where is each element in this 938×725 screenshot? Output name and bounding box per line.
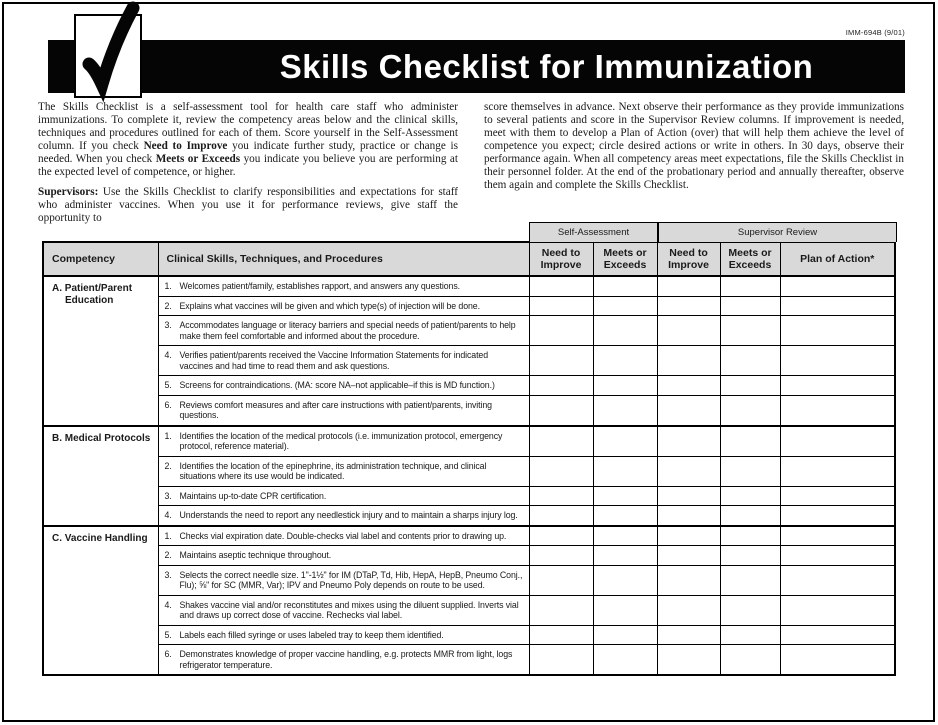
plan-of-action-cell[interactable]: [780, 526, 895, 546]
table-row: [43, 565, 895, 595]
item-number: 4.: [164, 350, 172, 360]
self-need-cell[interactable]: [529, 595, 593, 625]
self-meets-cell[interactable]: [593, 296, 657, 316]
sup-need-cell[interactable]: [657, 486, 720, 506]
table-row: [43, 296, 895, 316]
col-header-self-need: Need to Improve: [529, 242, 593, 276]
item-number: 1.: [164, 430, 172, 441]
sup-need-cell[interactable]: [657, 565, 720, 595]
plan-of-action-cell[interactable]: [780, 645, 895, 676]
table-row: [43, 546, 895, 566]
plan-of-action-cell[interactable]: [780, 625, 895, 645]
sup-need-cell[interactable]: [657, 595, 720, 625]
self-meets-cell[interactable]: [593, 546, 657, 566]
col-header-sup-need: Need to Improve: [657, 242, 720, 276]
intro-text-run: you indicate further study, practice or change is needed. When you check: [38, 140, 458, 165]
self-need-cell[interactable]: [529, 486, 593, 506]
sup-meets-cell[interactable]: [720, 645, 780, 676]
plan-of-action-cell[interactable]: [780, 316, 895, 346]
table-row: [43, 526, 895, 546]
item-b3: [165, 491, 525, 502]
item-text: Accommodates language or literacy barriers and special needs of patient/parents to help make them feel comfortable and informed about the procedure.: [179, 320, 516, 341]
item-number: 2.: [164, 550, 172, 560]
self-meets-cell[interactable]: [593, 526, 657, 546]
intro-text: [38, 101, 904, 225]
plan-of-action-cell[interactable]: [780, 565, 895, 595]
self-meets-cell[interactable]: [593, 395, 657, 426]
self-meets-cell[interactable]: [593, 426, 657, 457]
sup-meets-cell[interactable]: [720, 546, 780, 566]
item-text: Reviews comfort measures and after care instructions with patient/parents, inviting questions.: [179, 399, 492, 420]
item-text: Selects the correct needle size. 1"-1½" for IM (DTaP, Td, Hib, HepA, HepB, Pneumo Conj., Flu); ⅝" for SC (MMR, Var); IPV and Pneumo Poly depends on route to be used.: [179, 569, 523, 590]
skills-table: [42, 241, 896, 676]
item-number: 5.: [164, 380, 172, 390]
table-row: [43, 395, 895, 426]
table-row: [43, 346, 895, 376]
item-a5: [165, 380, 525, 391]
self-need-cell[interactable]: [529, 376, 593, 396]
self-need-cell[interactable]: [529, 625, 593, 645]
intro-text-run: The Skills Checklist is a self-assessment tool for health care staff who administer immunizations. To complete it, review the competency areas below and the clinical skills, techniques and procedures outlined for each of them. Score yourself in the Self-Assessment column. If you check: [38, 101, 458, 152]
need-to-improve-term: Need to Improve: [143, 140, 228, 152]
table-row: [43, 625, 895, 645]
item-number: 2.: [164, 300, 172, 311]
table-row: [43, 316, 895, 346]
sup-meets-cell[interactable]: [720, 395, 780, 426]
item-number: 4.: [164, 510, 172, 520]
supervisors-paragraph: [38, 186, 458, 225]
item-number: 3.: [164, 490, 172, 501]
item-text: Shakes vaccine vial and/or reconstitutes and mixes using the diluent supplied. Inverts vial and draws up correct dose of vaccine. Rechecks vial label.: [179, 599, 519, 620]
item-a4: [165, 350, 525, 371]
plan-of-action-cell[interactable]: [780, 546, 895, 566]
item-c6: [165, 649, 525, 670]
sup-meets-cell[interactable]: [720, 376, 780, 396]
self-need-cell[interactable]: [529, 276, 593, 296]
self-meets-cell[interactable]: [593, 595, 657, 625]
item-text: Explains what vaccines will be given and which type(s) of injection will be done.: [179, 300, 480, 311]
item-number: 6.: [164, 649, 172, 659]
sup-need-cell[interactable]: [657, 395, 720, 426]
item-c5: [165, 630, 525, 641]
intro-left-column: [38, 101, 458, 225]
intro-paragraph-3: score themselves in advance. Next observe their performance as they provide immunizations to several patients and score in the Supervisor Review columns. If improvement is needed, meet with them to develop a Plan of Action (over) that will help them achieve the level of competence you expect; circle desired actions or write in others. In 30 days, observe their performance again. When all competency areas meet expectations, file the Skills Checklist in their personnel folder. At the end of the probationary period and annually thereafter, observe them again and complete the Skills Checklist.: [484, 101, 904, 191]
page-title: Skills Checklist for Immunization: [279, 47, 814, 85]
table-row: [43, 506, 895, 526]
header-banner: [48, 40, 905, 93]
sup-need-cell[interactable]: [657, 456, 720, 486]
item-a1: [165, 281, 525, 292]
sup-meets-cell[interactable]: [720, 595, 780, 625]
self-need-cell[interactable]: [529, 296, 593, 316]
self-meets-cell[interactable]: [593, 565, 657, 595]
sup-need-cell[interactable]: [657, 376, 720, 396]
supervisors-label: Supervisors:: [38, 186, 99, 198]
self-need-cell[interactable]: [529, 346, 593, 376]
plan-of-action-cell[interactable]: [780, 456, 895, 486]
table-row: [43, 276, 895, 296]
self-need-cell[interactable]: [529, 546, 593, 566]
item-text: Demonstrates knowledge of proper vaccine handling, e.g. protects MMR from light, logs refrigerator temperature.: [179, 649, 513, 670]
intro-text-run: Use the Skills Checklist to clarify responsibilities and expectations for staff who administer vaccines. When you use it for performance reviews, give staff the opportunity to: [38, 186, 458, 224]
sup-need-cell[interactable]: [657, 426, 720, 457]
item-text: Understands the need to report any needlestick injury and to maintain a sharps injury log.: [179, 510, 518, 520]
intro-text-run: you indicate you believe you are performing at the expected level of competence, or higher.: [38, 153, 458, 178]
self-need-cell[interactable]: [529, 395, 593, 426]
self-need-cell[interactable]: [529, 645, 593, 676]
self-meets-cell[interactable]: [593, 276, 657, 296]
plan-of-action-cell[interactable]: [780, 395, 895, 426]
table-row: [43, 645, 895, 676]
item-number: 6.: [164, 399, 172, 410]
sup-meets-cell[interactable]: [720, 565, 780, 595]
item-text: Identifies the location of the epinephrine, its administration technique, and clinical situations where its use would be indicated.: [179, 460, 487, 481]
table-group-header-row: [529, 222, 897, 242]
intro-paragraph-1: [38, 101, 458, 179]
item-text: Identifies the location of the medical protocols (i.e. immunization protocol, emergency protocol, reference material).: [179, 430, 503, 451]
plan-of-action-cell[interactable]: [780, 595, 895, 625]
item-text: Labels each filled syringe or uses labeled tray to keep them identified.: [179, 629, 444, 640]
group-supervisor-review: Supervisor Review: [658, 222, 897, 242]
plan-of-action-cell[interactable]: [780, 426, 895, 457]
sup-need-cell[interactable]: [657, 296, 720, 316]
sup-meets-cell[interactable]: [720, 526, 780, 546]
sup-meets-cell[interactable]: [720, 456, 780, 486]
self-meets-cell[interactable]: [593, 506, 657, 526]
sup-need-cell[interactable]: [657, 625, 720, 645]
form-code: IMM-694B (9/01): [845, 28, 905, 37]
group-self-assessment: Self-Assessment: [529, 222, 658, 242]
self-need-cell[interactable]: [529, 565, 593, 595]
self-meets-cell[interactable]: [593, 346, 657, 376]
self-meets-cell[interactable]: [593, 456, 657, 486]
table-row: [43, 486, 895, 506]
item-c4: [165, 600, 525, 621]
intro-right-column: [484, 101, 904, 225]
sup-meets-cell[interactable]: [720, 296, 780, 316]
checkmark-icon: [76, 16, 140, 96]
table-row: [43, 456, 895, 486]
col-header-plan: Plan of Action*: [780, 242, 895, 276]
item-c3: [165, 570, 525, 591]
table-row: [43, 426, 895, 457]
self-need-cell[interactable]: [529, 506, 593, 526]
item-number: 4.: [164, 599, 172, 610]
sup-meets-cell[interactable]: [720, 276, 780, 296]
col-header-competency: Competency: [43, 242, 158, 276]
item-c1: [165, 531, 525, 542]
item-a2: [165, 301, 525, 312]
self-meets-cell[interactable]: [593, 645, 657, 676]
sup-need-cell[interactable]: [657, 645, 720, 676]
meets-or-exceeds-term: Meets or Exceeds: [155, 153, 241, 165]
sup-need-cell[interactable]: [657, 346, 720, 376]
checkbox-logo: [74, 14, 142, 98]
section-label-a: A. Patient/Parent Education: [43, 276, 158, 426]
col-header-self-meets: Meets or Exceeds: [593, 242, 657, 276]
plan-of-action-cell[interactable]: [780, 486, 895, 506]
item-number: 1.: [164, 530, 172, 541]
sup-need-cell[interactable]: [657, 506, 720, 526]
item-text: Maintains up-to-date CPR certification.: [179, 490, 327, 501]
plan-of-action-cell[interactable]: [780, 276, 895, 296]
item-number: 2.: [164, 460, 172, 471]
sup-need-cell[interactable]: [657, 276, 720, 296]
item-b2: [165, 461, 525, 482]
sup-meets-cell[interactable]: [720, 506, 780, 526]
sup-need-cell[interactable]: [657, 526, 720, 546]
section-label-b: B. Medical Protocols: [43, 426, 158, 526]
plan-of-action-cell[interactable]: [780, 296, 895, 316]
section-label-c: C. Vaccine Handling: [43, 526, 158, 676]
item-text: Welcomes patient/family, establishes rapport, and answers any questions.: [179, 281, 460, 291]
item-text: Checks vial expiration date. Double-checks vial label and contents prior to drawing up.: [179, 530, 507, 541]
item-text: Screens for contraindications. (MA: score NA–not applicable–if this is MD function.): [179, 380, 495, 390]
item-b1: [165, 431, 525, 452]
self-meets-cell[interactable]: [593, 316, 657, 346]
item-c2: [165, 550, 525, 561]
self-meets-cell[interactable]: [593, 486, 657, 506]
sup-meets-cell[interactable]: [720, 346, 780, 376]
sup-need-cell[interactable]: [657, 316, 720, 346]
table-row: [43, 376, 895, 396]
plan-of-action-cell[interactable]: [780, 346, 895, 376]
item-text: Verifies patient/parents received the Vaccine Information Statements for indicated vaccines and had time to read them and ask questions.: [179, 350, 489, 371]
item-number: 5.: [164, 629, 172, 640]
item-text: Maintains aseptic technique throughout.: [179, 550, 332, 560]
item-b4: [165, 510, 525, 521]
sup-meets-cell[interactable]: [720, 486, 780, 506]
self-meets-cell[interactable]: [593, 376, 657, 396]
self-meets-cell[interactable]: [593, 625, 657, 645]
sup-meets-cell[interactable]: [720, 426, 780, 457]
table-row: [43, 595, 895, 625]
col-header-skills: Clinical Skills, Techniques, and Procedures: [158, 242, 529, 276]
column-header-row: [43, 242, 895, 276]
plan-of-action-cell[interactable]: [780, 376, 895, 396]
sup-need-cell[interactable]: [657, 546, 720, 566]
item-number: 1.: [164, 281, 172, 291]
self-need-cell[interactable]: [529, 526, 593, 546]
item-a6: [165, 400, 525, 421]
plan-of-action-cell[interactable]: [780, 506, 895, 526]
col-header-sup-meets: Meets or Exceeds: [720, 242, 780, 276]
self-need-cell[interactable]: [529, 456, 593, 486]
item-a3: [165, 320, 525, 341]
item-number: 3.: [164, 320, 172, 330]
item-number: 3.: [164, 569, 172, 580]
self-need-cell[interactable]: [529, 316, 593, 346]
skills-table-wrap: [42, 222, 896, 676]
self-need-cell[interactable]: [529, 426, 593, 457]
sup-meets-cell[interactable]: [720, 316, 780, 346]
sup-meets-cell[interactable]: [720, 625, 780, 645]
